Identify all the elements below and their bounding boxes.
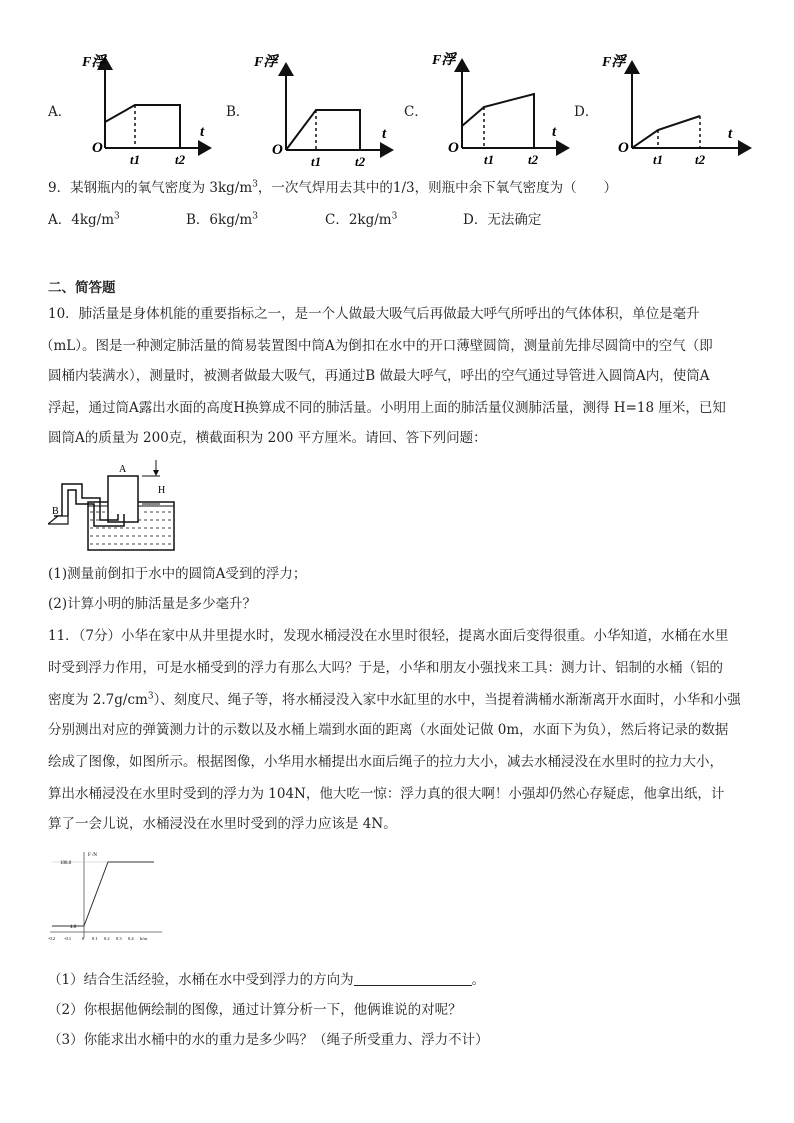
graph-b-t2: t2 bbox=[355, 154, 366, 169]
q10-sub2: (2)计算小明的肺活量是多少毫升？ bbox=[48, 596, 257, 612]
q11-line-1: 11．（7分）小华在家中从井里提水时，发现水桶浸没在水里时很轻，提离水面后变得很重。小华知道，水桶在水里 bbox=[48, 628, 729, 644]
graph-a-t1: t1 bbox=[130, 152, 141, 167]
graph-options-row bbox=[0, 40, 794, 170]
q9-stem: 9．某钢瓶内的氧气密度为 $3kg/m^3$，一次气焊用去其中的1/3，则瓶中余下氧气密度为（ ） bbox=[48, 179, 618, 196]
q10-line-4: 浮起，通过筒A露出水面的高度H换算成不同的肺活量。小明用上面的肺活量仪测肺活量，测得 H=18 厘米，已知 bbox=[48, 400, 726, 416]
graph-c-label: C． bbox=[404, 104, 428, 120]
q9-option-d: D．无法确定 bbox=[463, 212, 542, 228]
graph-d-t2: t2 bbox=[695, 152, 706, 167]
graph-a-xlabel: t bbox=[200, 124, 205, 140]
graph-c-ylabel: F浮 bbox=[432, 53, 456, 68]
graph-d bbox=[600, 44, 760, 174]
graph-d-xlabel: t bbox=[728, 126, 733, 142]
h-label: H bbox=[158, 485, 166, 496]
q10-line-1: 10．肺活量是身体机能的重要指标之一，是一个人做最大吸气后再做最大呼气所呼出的气体体积，单位是毫升 bbox=[48, 306, 700, 322]
graph-d-ylabel: F浮 bbox=[602, 55, 626, 70]
q11-line-7: 算了一会儿说，水桶浸没在水里时受到的浮力应该是 4N。 bbox=[48, 816, 397, 832]
q10-sub1: (1)测量前倒扣于水中的圆筒A受到的浮力； bbox=[48, 566, 307, 582]
graph-b-label: B． bbox=[226, 104, 250, 120]
graph-xlabel: h/m bbox=[140, 936, 148, 941]
q10-line-2: （mL）。图是一种测定肺活量的简易装置图中筒A为倒扣在水中的开口薄壁圆筒，测量前先排尽圆筒中的空气（即 bbox=[40, 338, 713, 354]
section-title: 二、简答题 bbox=[48, 280, 116, 296]
graph-b-origin: O bbox=[272, 142, 283, 158]
q10-line-3: 圆桶内装满水），测量时，被测者做最大吸气，再通过B 做最大呼气，呼出的空气通过导管进入圆筒A内，使筒A bbox=[48, 368, 710, 384]
graph-a-ylabel: F浮 bbox=[82, 55, 106, 70]
graph-a-origin: O bbox=[92, 140, 103, 156]
graph-c-t2: t2 bbox=[528, 152, 539, 167]
tick-6: 0.3 bbox=[116, 936, 122, 941]
q11-line-6: 算出水桶浸没在水里时受到的浮力为 104N，他大吃一惊：浮力真的很大啊！小强却仍然心存疑虑，他拿出纸，计 bbox=[48, 786, 725, 802]
graph-b-t1: t1 bbox=[311, 154, 322, 169]
q11-line-5: 绘成了图像，如图所示。根据图像，小华用水桶提出水面后绳子的拉力大小，减去水桶浸没在水里时的拉力大小， bbox=[48, 754, 723, 770]
graph-c-xlabel: t bbox=[552, 124, 557, 140]
graph-a-label: A． bbox=[48, 104, 72, 120]
tick-3: 0 bbox=[82, 936, 85, 941]
graph-d-label: D． bbox=[574, 104, 599, 120]
mouthpiece-b-label: B bbox=[52, 506, 59, 517]
tick-7: 0.4 bbox=[128, 936, 134, 941]
q9-option-a: A．$4kg/m^3$ bbox=[48, 211, 120, 228]
graph-c-origin: O bbox=[448, 140, 459, 156]
force-height-graph bbox=[46, 846, 166, 946]
graph-a-t2: t2 bbox=[175, 152, 186, 167]
tick-1: -0.2 bbox=[48, 936, 56, 941]
graph-ylabel: F /N bbox=[88, 853, 98, 858]
q11-sub2: （2）你根据他俩绘制的图像，通过计算分析一下，他俩谁说的对呢？ bbox=[48, 1002, 462, 1018]
answer-blank[interactable] bbox=[354, 971, 472, 986]
graph-b bbox=[250, 46, 400, 176]
q9-option-b: B．$6kg/m^3$ bbox=[186, 211, 258, 228]
graph-b-ylabel: F浮 bbox=[254, 55, 278, 70]
q11-sub3: （3）你能求出水桶中的水的重力是多少吗？（绳子所受重力、浮力不计） bbox=[48, 1032, 489, 1048]
tick-4: 0.1 bbox=[92, 936, 98, 941]
graph-d-origin: O bbox=[618, 140, 629, 156]
q10-line-5: 圆筒A的质量为 200克，横截面积为 200 平方厘米。请回、答下列问题： bbox=[48, 430, 487, 446]
cylinder-a-label: A bbox=[119, 464, 127, 475]
q11-line-2: 时受到浮力作用，可是水桶受到的浮力有那么大吗？于是，小华和朋友小强找来工具：测力计、铝制的水桶（铝的 bbox=[48, 660, 723, 676]
graph-c-t1: t1 bbox=[484, 152, 495, 167]
tick-2: -0.1 bbox=[64, 936, 72, 941]
q9-option-c: C．$2kg/m^3$ bbox=[325, 211, 398, 228]
graph-y-high: 108.0 bbox=[60, 861, 72, 866]
spirometer-figure bbox=[48, 458, 178, 558]
tick-5: 0.2 bbox=[104, 936, 110, 941]
graph-c bbox=[428, 42, 578, 172]
q11-sub1: （1）结合生活经验，水桶在水中受到浮力的方向为 。 bbox=[48, 972, 486, 988]
q11-line-4: 分别测出对应的弹簧测力计的示数以及水桶上端到水面的距离（水面处记做 0m，水面下为负），然后将记录的数据 bbox=[48, 722, 729, 738]
graph-b-xlabel: t bbox=[382, 126, 387, 142]
graph-a bbox=[80, 40, 220, 170]
graph-y-low: 4.0 bbox=[70, 925, 77, 930]
graph-d-t1: t1 bbox=[653, 152, 664, 167]
q11-line-3: 密度为 $2.7g/cm^3$）、刻度尺、绳子等，将水桶浸没入家中水缸里的水中，当提着满桶水渐渐离开水面时，小华和小强 bbox=[48, 691, 741, 708]
